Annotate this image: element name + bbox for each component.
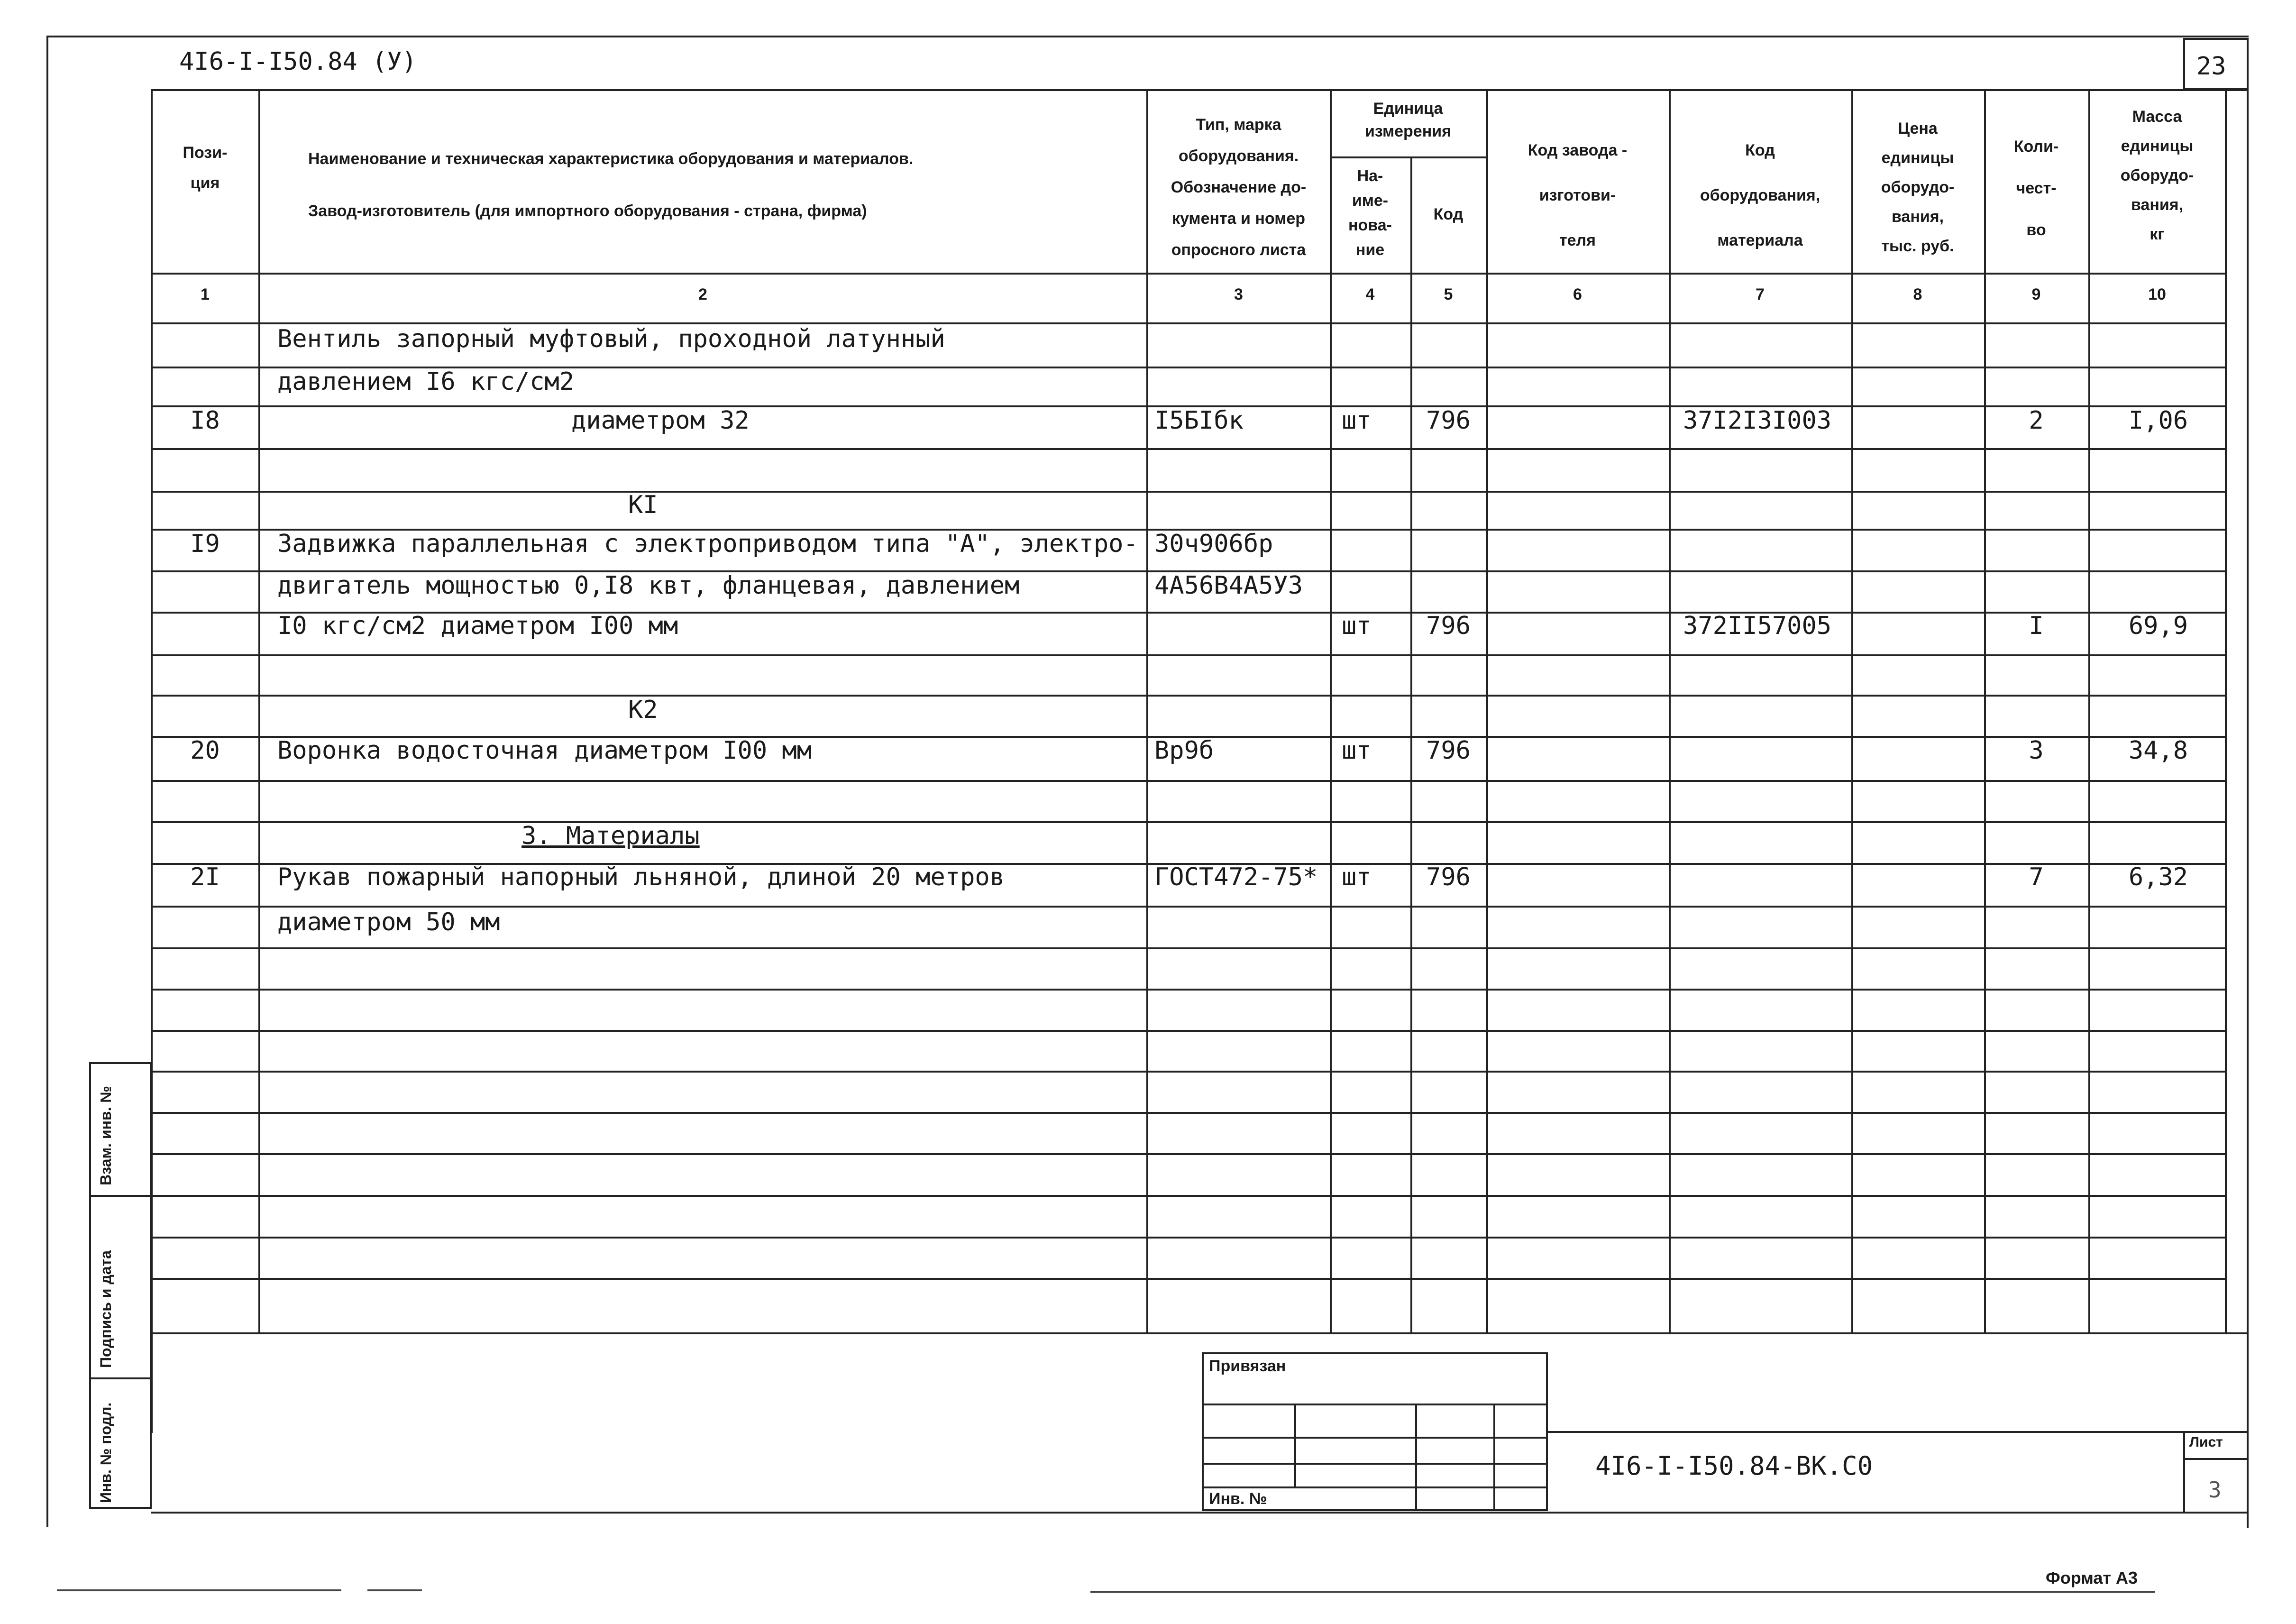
header-name: Наименование и техническая характеристика оборудования и материалов. Завод-изготовитель (для импортного оборудования - страна, фирма) — [308, 150, 914, 220]
table-cell-name: К2 — [628, 696, 658, 724]
table-cell-unit: шт — [1342, 612, 1372, 640]
row-rule — [151, 821, 2225, 823]
stamp-line-2 — [1202, 1437, 1548, 1439]
header-unit-name: На- име- нова- ние — [1348, 167, 1392, 259]
column-number-8: 8 — [1913, 285, 1922, 303]
row-rule — [151, 989, 2225, 991]
title-block-top-line — [1548, 1431, 2249, 1433]
table-cell-code: 796 — [1426, 612, 1471, 640]
table-cell-equip_code: 37I2I3I003 — [1683, 406, 1832, 435]
bottom-rule-left-2 — [367, 1589, 422, 1591]
stamp-vline-1 — [1294, 1404, 1296, 1486]
sheet-box-divider — [2183, 1431, 2185, 1512]
row-rule — [151, 448, 2225, 450]
table-cell-unit: шт — [1342, 863, 1372, 891]
column-number-4: 4 — [1365, 285, 1375, 303]
table-cell-unit: шт — [1342, 406, 1372, 435]
table-cell-type: I5БIбк — [1154, 406, 1244, 435]
column-number-10: 10 — [2148, 285, 2166, 303]
sheet-label: Лист — [2189, 1434, 2223, 1450]
row-rule — [151, 906, 2225, 908]
col-divider-8 — [1984, 89, 1986, 1332]
table-cell-qty: 7 — [2029, 863, 2044, 891]
table-cell-type: 4А56В4А5У3 — [1154, 571, 1303, 600]
document-code: 4I6-I-I50.84 (У) — [179, 47, 417, 76]
table-cell-name: давлением I6 кгс/см2 — [277, 367, 575, 396]
header-mass: Масса единицы оборудо- вания, кг — [2120, 108, 2194, 243]
side-label-sign: Подпись и дата — [97, 1250, 114, 1368]
table-cell-qty: 2 — [2029, 406, 2044, 435]
header-equipment-code: Код оборудования, материала — [1700, 141, 1820, 249]
col-divider-5 — [1486, 89, 1488, 1332]
row-rule — [151, 1195, 2225, 1197]
table-cell-qty: I — [2029, 612, 2044, 640]
table-cell-mass: 6,32 — [2128, 863, 2188, 891]
table-cell-qty: 3 — [2029, 736, 2044, 765]
side-label-inv: Инв. № подл. — [97, 1402, 114, 1503]
header-bottom-line — [151, 273, 2225, 275]
col-divider-3 — [1330, 89, 1332, 1332]
col-divider-10 — [2225, 89, 2227, 1332]
row-rule — [151, 1278, 2225, 1280]
table-top-line — [151, 89, 2249, 91]
column-number-6: 6 — [1573, 285, 1582, 303]
column-number-line — [151, 322, 2225, 324]
bottom-rule-left — [57, 1589, 341, 1591]
table-cell-code: 796 — [1426, 406, 1471, 435]
stamp-inv-label: Инв. № — [1209, 1490, 1267, 1508]
table-cell-unit: шт — [1342, 736, 1372, 765]
format-label: Формат А3 — [2046, 1568, 2138, 1587]
table-cell-name: КI — [628, 491, 658, 519]
col-divider-4 — [1410, 156, 1412, 1332]
col-divider-7 — [1851, 89, 1853, 1332]
table-cell-name: диаметром 50 мм — [277, 908, 500, 936]
row-rule — [151, 695, 2225, 697]
table-cell-name: диаметром 32 — [571, 406, 750, 435]
table-cell-code: 796 — [1426, 736, 1471, 765]
table-cell-name: Рукав пожарный напорный льняной, длиной 20 метров — [277, 863, 1005, 891]
table-cell-type: Вр9б — [1154, 736, 1214, 765]
table-cell-code: 796 — [1426, 863, 1471, 891]
column-number-3: 3 — [1234, 285, 1243, 303]
row-rule — [151, 1030, 2225, 1032]
stamp-line-1 — [1202, 1404, 1548, 1405]
table-right-line — [2247, 89, 2249, 1528]
stamp-bound-label: Привязан — [1209, 1357, 1286, 1375]
table-cell-mass: 69,9 — [2128, 612, 2188, 640]
sheet-number: 3 — [2208, 1477, 2222, 1503]
table-cell-name: двигатель мощностью 0,I8 квт, фланцевая, давлением — [277, 571, 1020, 600]
side-divider-1 — [89, 1195, 152, 1197]
column-number-9: 9 — [2031, 285, 2041, 303]
header-unit-code: Код — [1433, 205, 1464, 223]
sheet-box-line — [2183, 1458, 2249, 1460]
table-cell-mass: I,06 — [2128, 406, 2188, 435]
table-cell-pos: 2I — [190, 863, 220, 891]
title-document-code: 4I6-I-I50.84-ВК.С0 — [1595, 1451, 1873, 1481]
stamp-line-4 — [1202, 1486, 1548, 1488]
unit-group-line — [1330, 156, 1486, 158]
table-cell-name: Вентиль запорный муфтовый, проходной латунный — [277, 325, 945, 353]
side-divider-2 — [89, 1377, 152, 1379]
table-cell-name: 3. Материалы — [521, 822, 700, 850]
sheet-bottom-line — [151, 1512, 2249, 1514]
column-number-1: 1 — [201, 285, 210, 303]
table-cell-type: 30ч906бр — [1154, 530, 1273, 558]
row-rule — [151, 780, 2225, 782]
table-cell-pos: 20 — [190, 736, 220, 765]
row-rule — [151, 1071, 2225, 1073]
table-cell-name: Воронка водосточная диаметром I00 мм — [277, 736, 812, 765]
header-price: Цена единицы оборудо- вания, тыс. руб. — [1881, 119, 1955, 255]
page-number: 23 — [2196, 52, 2226, 81]
table-cell-pos: I9 — [190, 530, 220, 558]
stamp-vline-3 — [1493, 1404, 1495, 1511]
side-label-vzam: Взам. инв. № — [97, 1086, 114, 1185]
row-rule — [151, 491, 2225, 493]
stamp-line-3 — [1202, 1463, 1548, 1465]
stamp-vline-2 — [1415, 1404, 1417, 1511]
header-unit-group: Единица измерения — [1365, 100, 1451, 140]
table-cell-type: ГОСТ472-75* — [1154, 863, 1318, 891]
column-number-2: 2 — [698, 285, 707, 303]
col-divider-6 — [1669, 89, 1671, 1332]
table-cell-name: Задвижка параллельная с электроприводом типа "А", электро- — [277, 530, 1138, 558]
row-rule — [151, 654, 2225, 656]
table-cell-mass: 34,8 — [2128, 736, 2188, 765]
table-cell-name: I0 кгс/см2 диаметром I00 мм — [277, 612, 678, 640]
header-quantity: Коли- чест- во — [2013, 138, 2059, 239]
row-rule — [151, 1153, 2225, 1155]
bottom-rule-right — [1090, 1591, 2155, 1593]
row-rule — [151, 947, 2225, 949]
table-bottom-line — [151, 1332, 2249, 1334]
header-position: Пози- ция — [183, 144, 228, 192]
row-rule — [151, 1237, 2225, 1239]
table-cell-equip_code: 372II57005 — [1683, 612, 1832, 640]
column-number-5: 5 — [1444, 285, 1453, 303]
table-cell-pos: I8 — [190, 406, 220, 435]
row-rule — [151, 1112, 2225, 1114]
column-number-7: 7 — [1756, 285, 1765, 303]
col-divider-9 — [2088, 89, 2090, 1332]
header-type: Тип, марка оборудования. Обозначение до- кумента и номер опросного листа — [1171, 116, 1307, 259]
col-divider-1 — [258, 89, 260, 1332]
header-factory-code: Код завода - изготови- теля — [1528, 141, 1628, 249]
col-divider-2 — [1146, 89, 1148, 1332]
